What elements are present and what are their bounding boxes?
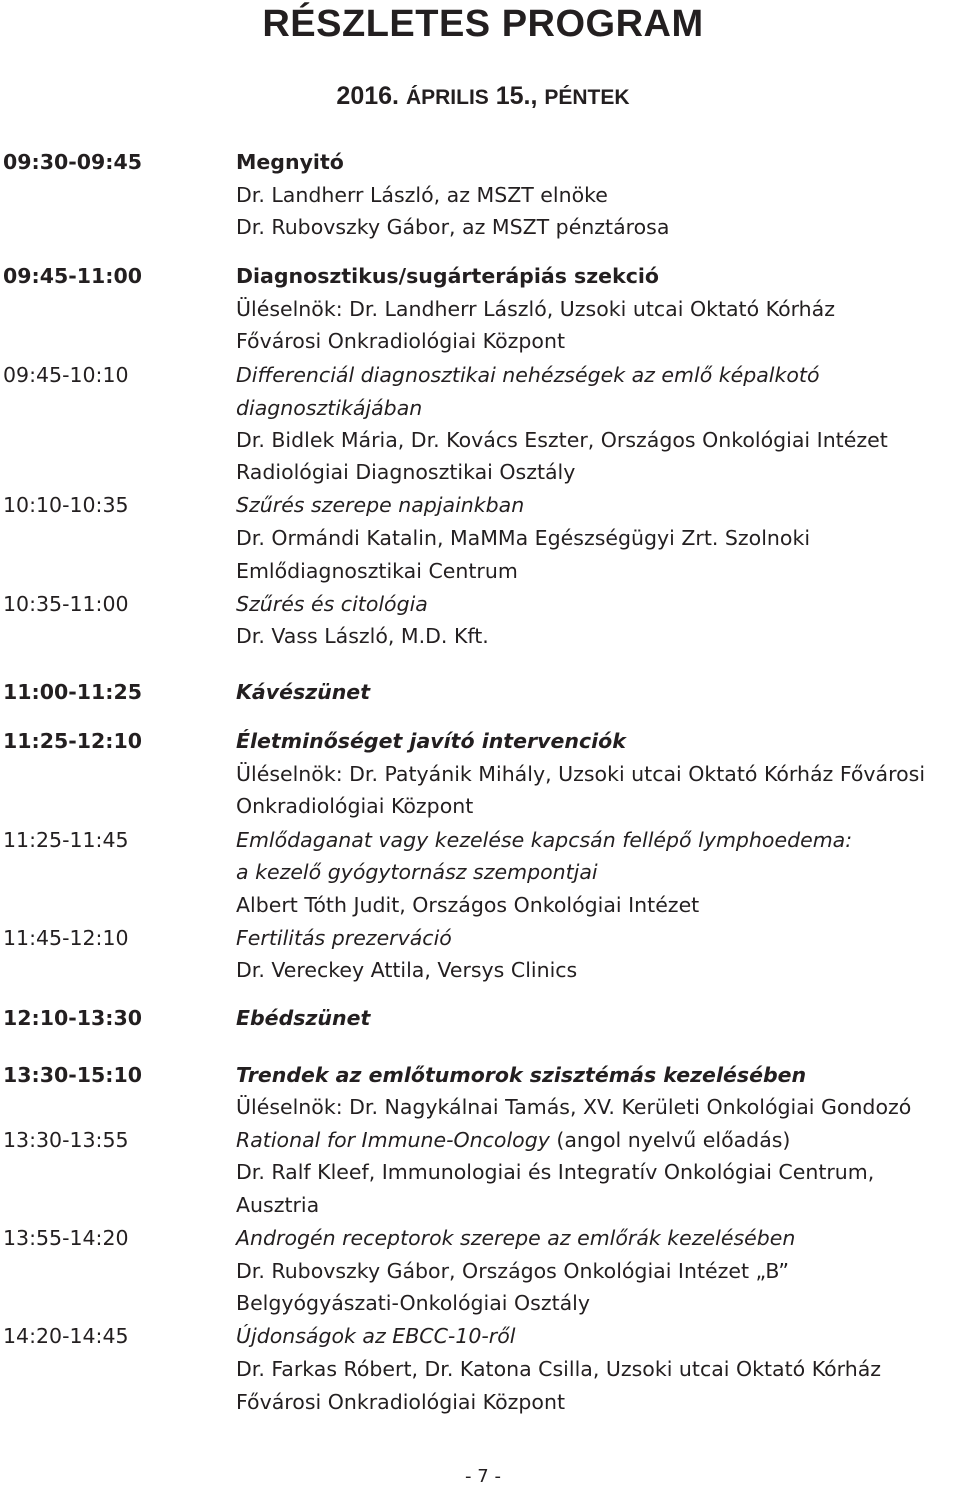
time-slot: 09:45-11:00 (3, 264, 143, 288)
speaker-line: Emlődiagnosztikai Centrum (236, 559, 518, 583)
speaker-line: Dr. Vass László, M.D. Kft. (236, 624, 489, 648)
time-slot: 11:00-11:25 (3, 680, 143, 704)
page-number: - 7 - (465, 1466, 501, 1487)
lecture-title: Újdonságok az EBCC-10-ről (236, 1324, 516, 1348)
chair-line: Üléselnök: Dr. Nagykálnai Tamás, XV. Kerületi Onkológiai Gondozó (236, 1095, 912, 1119)
date-year: 2016. (336, 82, 406, 110)
lecture-title: a kezelő gyógytornász szempontjai (236, 860, 598, 884)
speaker-line: Albert Tóth Judit, Országos Onkológiai Intézet (236, 893, 700, 917)
time-slot: 11:25-11:45 (3, 828, 129, 852)
lecture-language-note: (angol nyelvű előadás) (549, 1128, 791, 1152)
lecture-title-italic: Rational for Immune-Oncology (236, 1128, 550, 1152)
speaker-line: Dr. Rubovszky Gábor, Országos Onkológiai Intézet „B” (236, 1259, 789, 1283)
date-day: 15., (488, 82, 545, 110)
speaker-line: Dr. Rubovszky Gábor, az MSZT pénztárosa (236, 215, 670, 239)
lecture-title: Differenciál diagnosztikai nehézségek az emlő képalkotó (236, 363, 820, 387)
time-slot: 10:35-11:00 (3, 592, 129, 616)
session-title: Megnyitó (236, 150, 344, 174)
lecture-title: diagnosztikájában (236, 396, 423, 420)
time-slot: 14:20-14:45 (3, 1324, 129, 1348)
date-month: ÁPRILIS (405, 86, 489, 109)
break-title: Kávészünet (236, 680, 371, 704)
time-slot: 13:30-13:55 (3, 1128, 129, 1152)
time-slot: 11:45-12:10 (3, 926, 129, 950)
chair-line: Onkradiológiai Központ (236, 794, 474, 818)
speaker-line: Dr. Ralf Kleef, Immunologiai és Integratív Onkológiai Centrum, (236, 1160, 875, 1184)
time-slot: 11:25-12:10 (3, 729, 143, 753)
page-title: RÉSZLETES PROGRAM (262, 3, 704, 45)
session-title: Életminőséget javító intervenciók (236, 729, 626, 753)
speaker-line: Dr. Bidlek Mária, Dr. Kovács Eszter, Országos Onkológiai Intézet (236, 428, 888, 452)
break-title: Ebédszünet (236, 1006, 371, 1030)
time-slot: 09:45-10:10 (3, 363, 129, 387)
time-slot: 13:55-14:20 (3, 1226, 129, 1250)
chair-line: Fővárosi Onkradiológiai Központ (236, 329, 565, 353)
lecture-title: Emlődaganat vagy kezelése kapcsán fellépő lymphoedema: (236, 828, 853, 852)
speaker-line: Radiológiai Diagnosztikai Osztály (236, 460, 576, 484)
speaker-line: Fővárosi Onkradiológiai Központ (236, 1390, 565, 1414)
chair-line: Üléselnök: Dr. Landherr László, Uzsoki utcai Oktató Kórház (236, 297, 835, 321)
speaker-line: Belgyógyászati-Onkológiai Osztály (236, 1291, 591, 1315)
speaker-line: Dr. Farkas Róbert, Dr. Katona Csilla, Uzsoki utcai Oktató Kórház (236, 1357, 882, 1381)
lecture-title: Androgén receptorok szerepe az emlőrák kezelésében (236, 1226, 796, 1250)
time-slot: 09:30-09:45 (3, 150, 143, 174)
date-weekday: PÉNTEK (544, 86, 630, 109)
chair-line: Üléselnök: Dr. Patyánik Mihály, Uzsoki utcai Oktató Kórház Fővárosi (236, 762, 926, 786)
lecture-title: Fertilitás prezerváció (236, 926, 452, 950)
time-slot: 10:10-10:35 (3, 493, 129, 517)
speaker-line: Dr. Landherr László, az MSZT elnöke (236, 183, 608, 207)
speaker-line: Ausztria (236, 1193, 320, 1217)
lecture-title: Szűrés szerepe napjainkban (236, 493, 525, 517)
session-title: Diagnosztikus/sugárterápiás szekció (236, 264, 659, 288)
speaker-line: Dr. Vereckey Attila, Versys Clinics (236, 958, 578, 982)
speaker-line: Dr. Ormándi Katalin, MaMMa Egészségügyi Zrt. Szolnoki (236, 526, 811, 550)
time-slot: 13:30-15:10 (3, 1063, 143, 1087)
lecture-title (236, 1126, 790, 1154)
lecture-title: Szűrés és citológia (236, 592, 428, 616)
time-slot: 12:10-13:30 (3, 1006, 143, 1030)
program-date (0, 80, 960, 114)
session-title: Trendek az emlőtumorok szisztémás kezelésében (236, 1063, 807, 1087)
